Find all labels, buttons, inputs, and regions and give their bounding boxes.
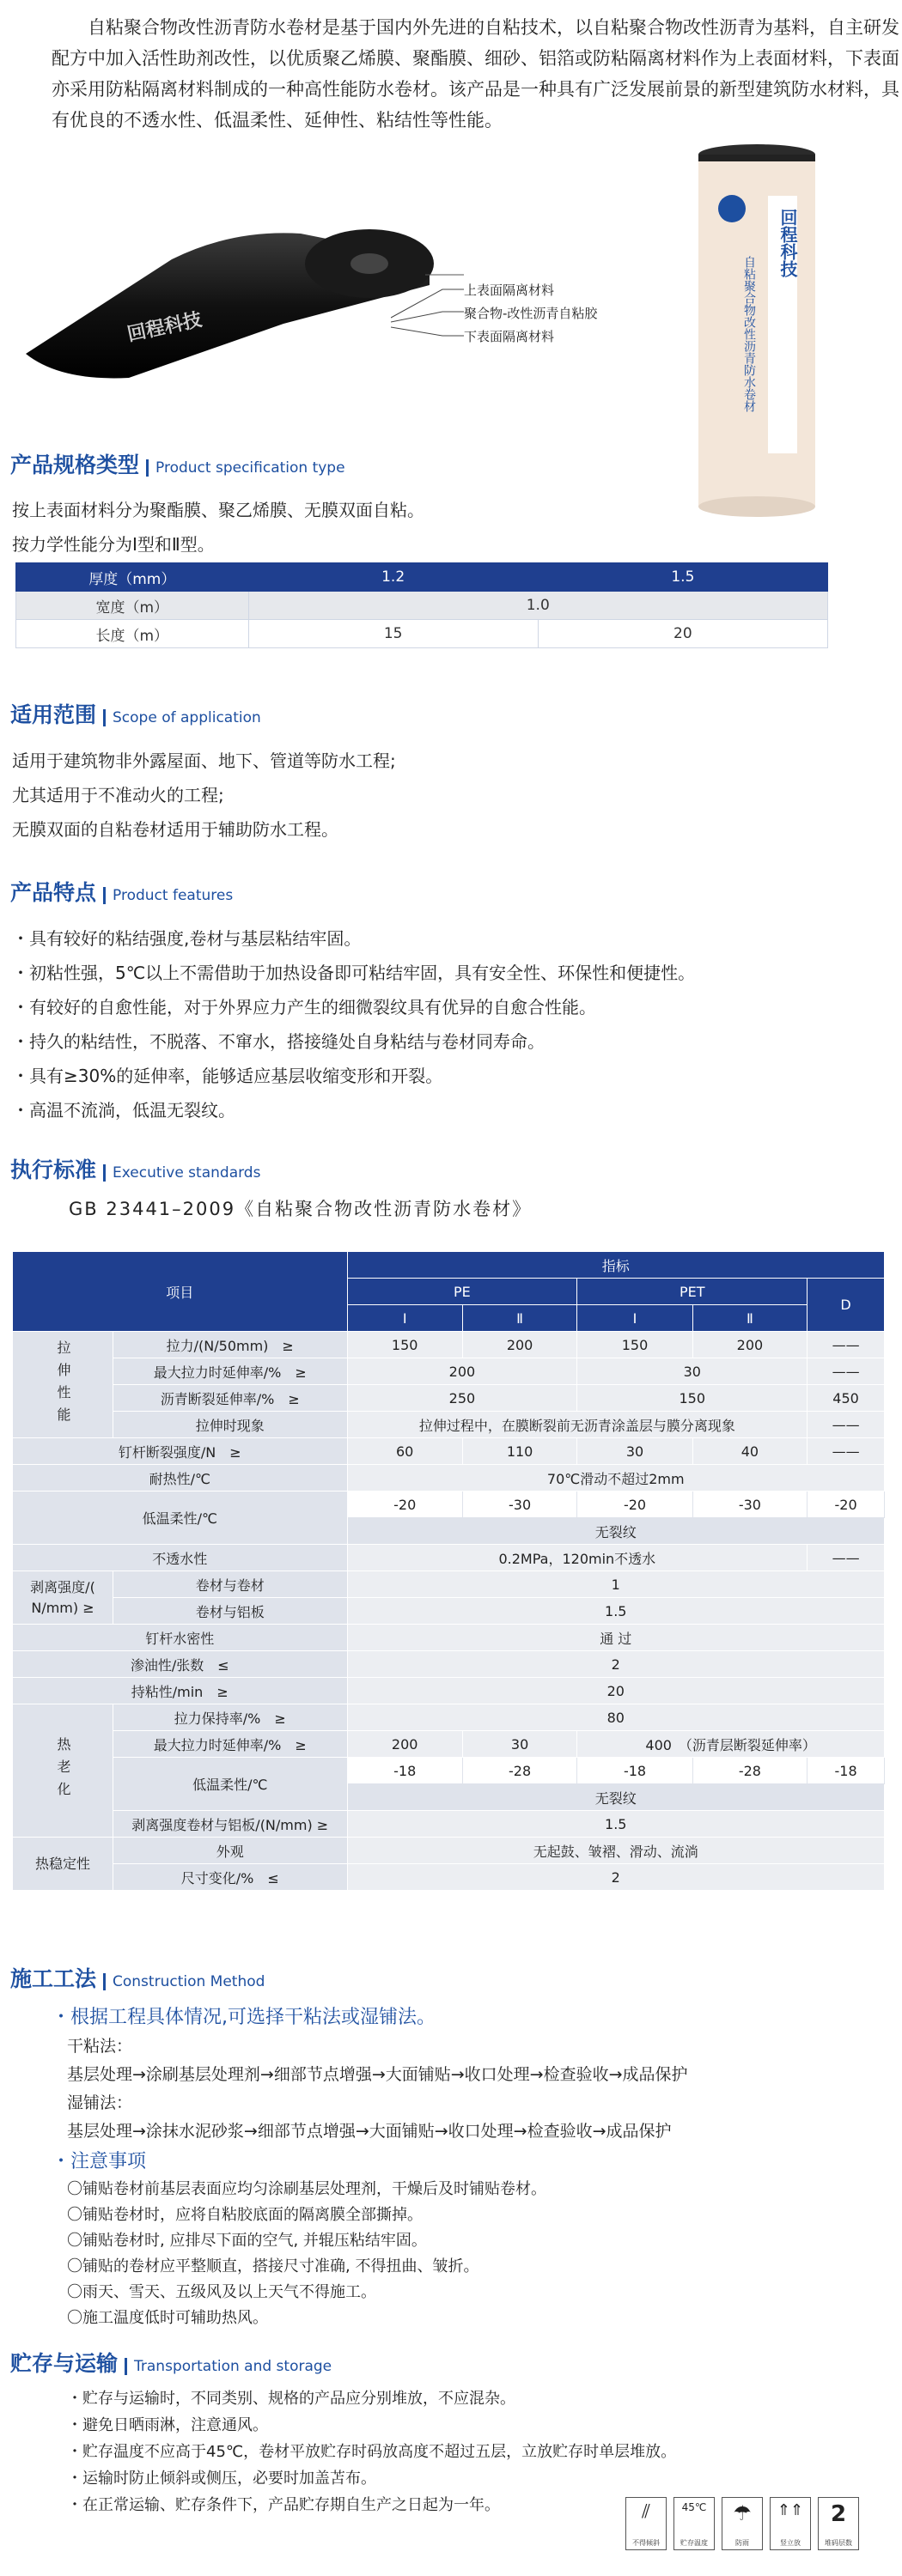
spec-table xyxy=(15,562,828,648)
feature-item: ・持久的粘结性，不脱落、不窜水，搭接缝处自身粘结与卷材同寿命。 xyxy=(12,1031,545,1052)
temperature-icon: 45℃ 贮存温度 xyxy=(673,2497,715,2550)
roll-label-leaders xyxy=(391,279,468,348)
table-row: Ⅰ Ⅱ Ⅰ Ⅱ xyxy=(13,1305,885,1332)
storage-list xyxy=(67,2385,676,2518)
construction-section-subtitle: Construction Method xyxy=(103,1973,265,1990)
table-row: 厚度（mm） 1.2 1.5 xyxy=(16,563,828,592)
dry-method-label: 干粘法： xyxy=(67,2037,133,2056)
table-row: 热稳定性 外观 无起鼓、皱褶、滑动、流淌 xyxy=(13,1838,885,1864)
no-tilt-icon: ⫽ 不得倾斜 xyxy=(625,2497,667,2550)
roll-label-middle: 聚合物-改性沥青自粘胶 xyxy=(464,306,598,321)
wet-method-label: 湿铺法： xyxy=(67,2093,133,2112)
umbrella-icon: ☂ 防雨 xyxy=(722,2497,763,2550)
storage-item: ・避免日晒雨淋，注意通风。 xyxy=(67,2416,268,2434)
box-brand: 回程科技 xyxy=(777,209,798,277)
wet-method-steps: 基层处理→涂抹水泥砂浆→细部节点增强→大面铺贴→收口处理→检查验收→成品保护 xyxy=(67,2122,672,2141)
table-row: 无裂纹 xyxy=(13,1784,885,1811)
standards-section-title: 执行标准 Executive standards xyxy=(10,1157,261,1182)
features-list xyxy=(12,921,695,1127)
spec-section-subtitle: Product specification type xyxy=(146,459,345,477)
scope-section-subtitle: Scope of application xyxy=(103,709,261,726)
features-section-title: 产品特点 Product features xyxy=(10,880,234,905)
upright-icon: ⇑⇑ 竖立放 xyxy=(770,2497,811,2550)
table-row: 钉杆断裂强度/N ≥ 60 110 30 40 —— xyxy=(13,1438,885,1465)
feature-item: ・具有≥30%的延伸率，能够适应基层收缩变形和开裂。 xyxy=(12,1066,443,1086)
feature-item: ・初粘性强，5℃以上不需借助于加热设备即可粘结牢固，具有安全性、环保性和便捷性。 xyxy=(12,963,696,983)
stack-limit-icon: 2 堆码层数 xyxy=(818,2497,859,2550)
note-item: 〇铺贴卷材时, 应排尽下面的空气, 并辊压粘结牢固。 xyxy=(67,2232,427,2250)
note-item: 〇铺贴卷材时，应将自粘胶底面的隔离膜全部撕掉。 xyxy=(67,2206,423,2224)
note-item: 〇雨天、雪天、五级风及以上天气不得施工。 xyxy=(67,2283,376,2301)
feature-item: ・具有较好的粘结强度,卷材与基层粘结牢固。 xyxy=(12,928,362,949)
notes-list xyxy=(67,2177,546,2331)
scope-description xyxy=(12,744,396,847)
scope-line: 无膜双面的自粘卷材适用于辅助防水工程。 xyxy=(12,819,338,840)
construction-steps xyxy=(67,2032,688,2146)
spec-line: 按上表面材料分为聚酯膜、聚乙烯膜、无膜双面自粘。 xyxy=(12,500,424,520)
box-text: 自粘聚合物改性沥青防水卷材 xyxy=(742,256,756,412)
storage-icons xyxy=(625,2497,859,2550)
table-row: 最大拉力时延伸率/% ≥ 200 30 400 （沥青层断裂延伸率） xyxy=(13,1731,885,1758)
roll-label-top: 上表面隔离材料 xyxy=(464,283,555,298)
table-row: 热老化 拉力保持率/% ≥ 80 xyxy=(13,1704,885,1731)
table-row: 沥青断裂延伸率/% ≥ 250 150 450 xyxy=(13,1385,885,1412)
table-row: 渗油性/张数 ≤ 2 xyxy=(13,1651,885,1678)
storage-item: ・贮存与运输时，不同类别、规格的产品应分别堆放，不应混杂。 xyxy=(67,2390,515,2408)
feature-item: ・有较好的自愈性能，对于外界应力产生的细微裂纹具有优异的自愈合性能。 xyxy=(12,997,596,1018)
note-item: 〇铺贴的卷材应平整顺直，搭接尺寸准确, 不得扭曲、皱折。 xyxy=(67,2257,479,2275)
table-row: 剥离强度卷材与铝板/(N/mm) ≥ 1.5 xyxy=(13,1811,885,1838)
table-row: 项目 指标 xyxy=(13,1252,885,1279)
table-row: 拉伸性能 拉力/(N/50mm) ≥ 150 200 150 200 —— xyxy=(13,1332,885,1358)
scope-line: 适用于建筑物非外露屋面、地下、管道等防水工程; xyxy=(12,750,396,771)
intro-paragraph: 自粘聚合物改性沥青防水卷材是基于国内外先进的自粘技术，以自粘聚合物改性沥青为基料，自主研发配方中加入活性助剂改性，以优质聚乙烯膜、聚酯膜、细砂、铝箔或防粘隔离材料作为上表面材料，下表面亦采用防粘隔离材料制成的一种高性能防水卷材。该产品是一种具有广泛发展前景的新型建筑防水材料，具有优良的不透水性、低温柔性、延伸性、粘结性等性能。 xyxy=(52,17,899,131)
table-row: 低温柔性/℃ -20 -30 -20 -30 -20 xyxy=(13,1492,885,1518)
spec-description xyxy=(12,493,424,562)
table-row: 耐热性/℃ 70℃滑动不超过2mm xyxy=(13,1465,885,1492)
roll-brand: 回程科技 xyxy=(125,309,204,346)
storage-section-subtitle: Transportation and storage xyxy=(125,2358,332,2375)
table-row: 钉杆水密性 通 过 xyxy=(13,1625,885,1651)
feature-item: ・高温不流淌，低温无裂纹。 xyxy=(12,1100,235,1121)
standards-table xyxy=(12,1251,885,1891)
roll-label-bottom: 下表面隔离材料 xyxy=(464,329,555,344)
table-row: 剥离强度/( N/mm) ≥ 卷材与卷材 1 xyxy=(13,1571,885,1598)
dry-method-steps: 基层处理→涂刷基层处理剂→细部节点增强→大面铺贴→收口处理→检查验收→成品保护 xyxy=(67,2065,688,2084)
note-item: 〇铺贴卷材前基层表面应均匀涂刷基层处理剂，干燥后及时铺贴卷材。 xyxy=(67,2180,546,2198)
table-row: 拉伸时现象 拉伸过程中，在膜断裂前无沥青涂盖层与膜分离现象 —— xyxy=(13,1412,885,1438)
table-row: 宽度（m） 1.0 xyxy=(16,592,828,620)
spec-line: 按力学性能分为Ⅰ型和Ⅱ型。 xyxy=(12,534,215,555)
spec-section-title: 产品规格类型 Product specification type xyxy=(10,453,345,477)
standard-code: GB 23441–2009《自粘聚合物改性沥青防水卷材》 xyxy=(69,1199,533,1219)
scope-section-title: 适用范围 Scope of application xyxy=(10,702,261,727)
note-item: 〇施工温度低时可辅助热风。 xyxy=(67,2309,268,2327)
table-row: 尺寸变化/% ≤ 2 xyxy=(13,1864,885,1891)
standards-section-subtitle: Executive standards xyxy=(103,1164,260,1182)
notes-heading: ・注意事项 xyxy=(52,2151,147,2172)
scope-line: 尤其适用于不准动火的工程; xyxy=(12,785,224,805)
table-row: 无裂纹 xyxy=(13,1518,885,1545)
construction-method-heading: ・根据工程具体情况,可选择干粘法或湿铺法。 xyxy=(52,2007,436,2028)
table-row: 长度（m） 15 20 xyxy=(16,620,828,648)
table-row: 最大拉力时延伸率/% ≥ 200 30 —— xyxy=(13,1358,885,1385)
table-row: 卷材与铝板 1.5 xyxy=(13,1598,885,1625)
storage-item: ・贮存温度不应高于45℃，卷材平放贮存时码放高度不超过五层，立放贮存时单层堆放。 xyxy=(67,2443,677,2461)
table-row: 持粘性/min ≥ 20 xyxy=(13,1678,885,1704)
storage-item: ・运输时防止倾斜或侧压，必要时加盖苫布。 xyxy=(67,2470,376,2488)
features-section-subtitle: Product features xyxy=(103,887,233,904)
storage-section-title: 贮存与运输 Transportation and storage xyxy=(10,2351,332,2376)
table-row: PE PET D xyxy=(13,1279,885,1305)
construction-section-title: 施工工法 Construction Method xyxy=(10,1966,265,1991)
table-row: 不透水性 0.2MPa，120min不透水 —— xyxy=(13,1545,885,1571)
packaged-roll-image xyxy=(698,144,816,522)
storage-item: ・在正常运输、贮存条件下，产品贮存期自生产之日起为一年。 xyxy=(67,2496,500,2514)
table-row: 低温柔性/℃ -18 -28 -18 -28 -18 xyxy=(13,1758,885,1784)
